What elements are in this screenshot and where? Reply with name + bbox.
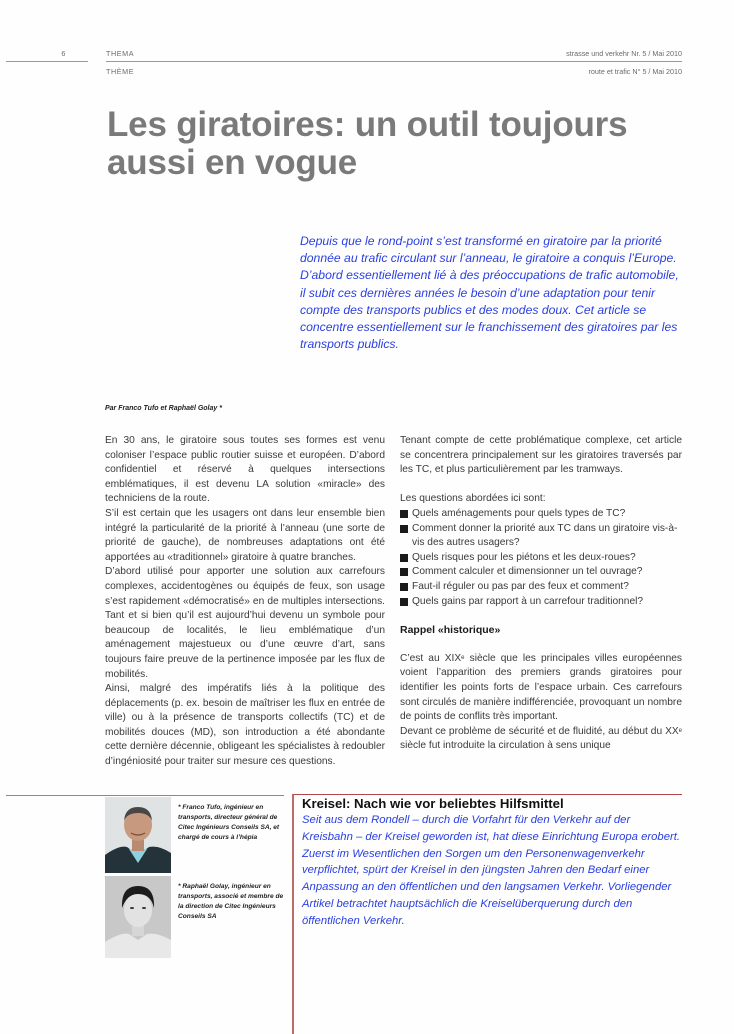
article-lead: Depuis que le rond-point s’est transformé en giratoire par la priorité donnée au trafic circulant sur l’anneau, le giratoire a conquis l’Europe. D’abord essentiellement lié à des préoccupations de trafic automobile, il subit ces dernières années le besoin d’une adaptation pour tenir compte des transports publics et des modes doux. Cet article se concentre essentiellement sur le franchissement des giratoires par les transports publics. (300, 234, 679, 352)
title-line-2: aussi en vogue (107, 143, 358, 182)
header-rule-left (6, 61, 88, 62)
page-number: 6 (61, 49, 66, 58)
byline: Par Franco Tufo et Raphaël Golay * (105, 405, 222, 412)
questions-intro: Les questions abordées ici sont: (400, 493, 546, 505)
section-subheading: Rappel «historique» (400, 624, 501, 637)
journal-issue-de: strasse und verkehr Nr. 5 / Mai 2010 (566, 49, 682, 58)
section-label-de: THEMA (106, 49, 135, 58)
body-column-2 (400, 434, 682, 754)
header-rule-right (106, 61, 682, 62)
german-summary-box (292, 794, 682, 1034)
square-bullet-icon (400, 510, 408, 518)
author-bio-golay: * Raphaël Golay, ingénieur en transports, associé et membre de la direction de Citec Ingénieurs Conseils SA (178, 883, 284, 920)
questions-list (400, 507, 682, 609)
journal-issue-fr: route et trafic N° 5 / Mai 2010 (588, 67, 682, 76)
body-column-1 (105, 434, 385, 770)
paragraph: Devant ce problème de sécurité et de fluidité, au début du XXe siècle fut introduite la circulation à sens unique (400, 725, 682, 752)
list-item: Comment donner la priorité aux TC dans un giratoire vis-à-vis des autres usagers? (400, 522, 682, 551)
paragraph: En 30 ans, le giratoire sous toutes ses formes est venu coloniser l’espace public routier suisse et européen. D’abord confidentiel et réservé à quelques intersections emblématiques, il est devenu LA solution «miracle» des techniciens de la route. (105, 435, 385, 505)
list-item: Quels gains par rapport à un carrefour traditionnel? (400, 595, 682, 610)
list-item: Quels aménagements pour quels types de TC? (400, 507, 682, 522)
author-section-rule (6, 795, 284, 796)
paragraph: Tenant compte de cette problématique complexe, cet article se concentrera principalement sur les giratoires traversés par les TC, et plus particulièrement par les tramways. (400, 435, 682, 476)
author-photo-golay (105, 876, 171, 958)
title-line-1: Les giratoires: un outil toujours (107, 105, 628, 144)
square-bullet-icon (400, 568, 408, 576)
author-photo-tufo (105, 797, 171, 873)
author-bio-tufo: * Franco Tufo, ingénieur en transports, directeur général de Citec Ingénieurs Conseils SA, et chargé de cours à l’hépia (178, 804, 280, 841)
square-bullet-icon (400, 554, 408, 562)
section-label-fr: THÈME (106, 67, 135, 76)
german-summary-body: Seit aus dem Rondell – durch die Vorfahrt für den Verkehr auf der Kreisbahn – der Kreisel geworden ist, hat diese Einrichtung Europa erobert. Zuerst im Wesentlichen den Sorgen um den Personenwagenverkehr verpflichtet, spürt der Kreisel in den jüngsten Jahren den Bedarf einer Anpassung an den öffentlichen und den langsamen Verkehr. Vorliegender Artikel betrachtet hauptsächlich die Kreiselüberquerung durch den öffentlichen Verkehr. (302, 814, 681, 927)
german-summary-title: Kreisel: Nach wie vor beliebtes Hilfsmittel (302, 796, 564, 811)
article-title (107, 106, 667, 182)
paragraph: D’abord utilisé pour apporter une solution aux carrefours complexes, accidentogènes ou équipés de feux, son usage s’est rapidement «démocratisé» en de multiples intersections. Tant et si bien qu’il est aujourd’hui devenu un symbole pour beaucoup de localités, le lieu emblématique d’un aménagement majestueux ou d’une œuvre d’art, sans toujours faire preuve de la pertinence imposée par les flux de mobilités. (105, 566, 385, 680)
square-bullet-icon (400, 598, 408, 606)
square-bullet-icon (400, 525, 408, 533)
paragraph: S’il est certain que les usagers ont dans leur ensemble bien intégré la particularité de la priorité à l’anneau (une sorte de priorité de gauche), de nombreuses adaptations ont été apportées au «traditionnel» giratoire à quatre branches. (105, 507, 385, 563)
list-item: Quels risques pour les piétons et les deux-roues? (400, 551, 682, 566)
paragraph: C’est au XIXe siècle que les principales villes européennes voient l’apparition des premiers grands giratoires pour identifier les points forts de l’espace urbain. Ces carrefours sont circulés de manière indifférenciée, provoquant un nombre de points de conflits très important. (400, 652, 683, 723)
square-bullet-icon (400, 583, 408, 591)
list-item: Comment calculer et dimensionner un tel ouvrage? (400, 565, 682, 580)
list-item: Faut-il réguler ou pas par des feux et comment? (400, 580, 682, 595)
paragraph: Ainsi, malgré des impératifs liés à la politique des déplacements (p. ex. besoin de maîtriser les flux en entrée de ville) ou à la présence de transports collectifs (TC) et de mobilités douces (MD), son introduction a été abondante cette dernière décennie, obligeant les spécialistes à redoubler d’ingéniosité pour traiter sur mesure ces questions. (105, 683, 385, 768)
